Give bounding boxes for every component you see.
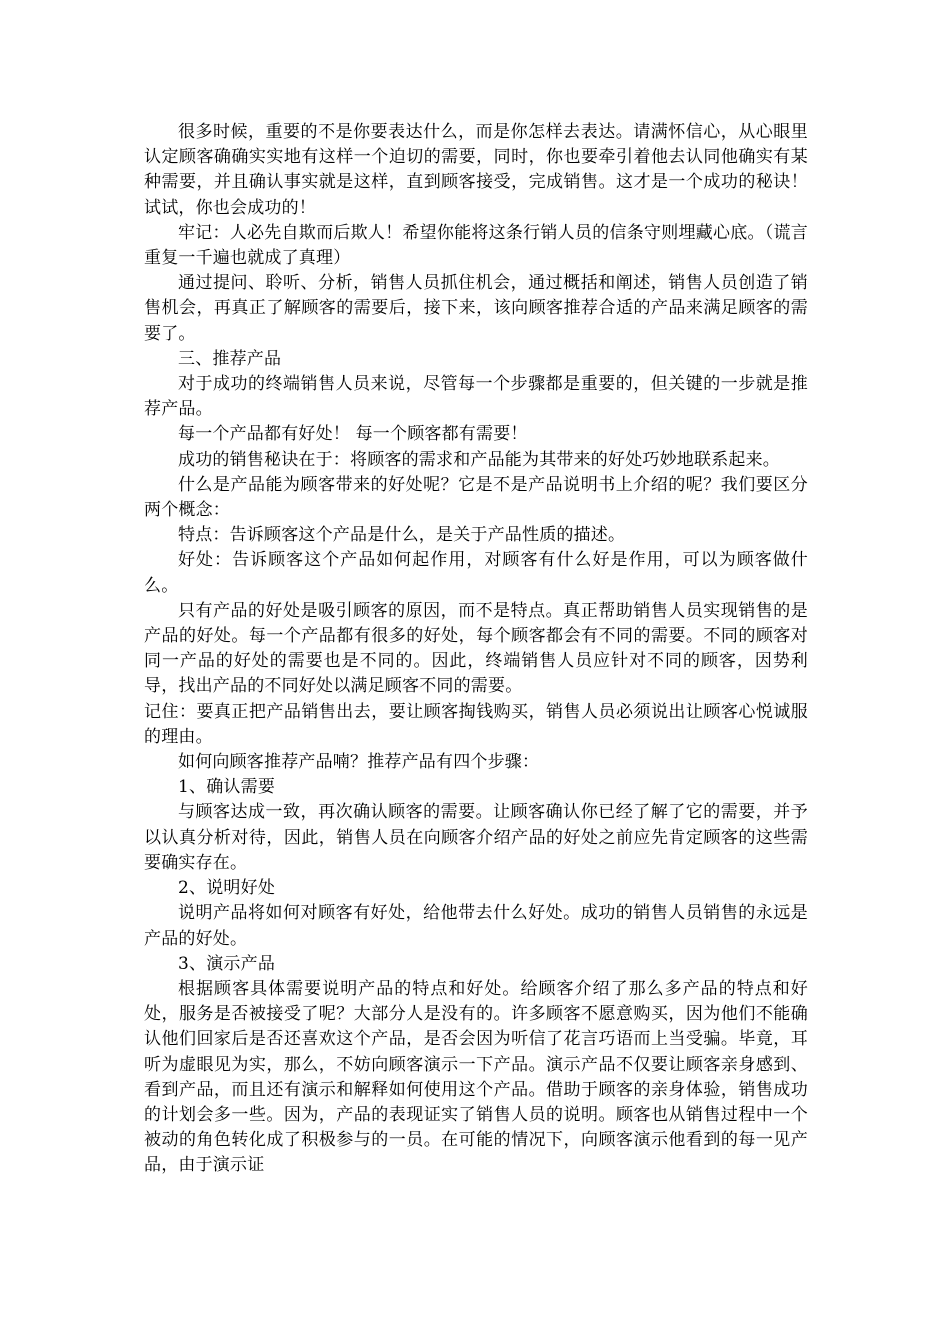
- paragraph: 与顾客达成一致，再次确认顾客的需要。让顾客确认你已经了解了它的需要，并予以认真分析对待，因此，销售人员在向顾客介绍产品的好处之前应先肯定顾客的这些需要确实存在。: [144, 802, 808, 873]
- paragraph: 记住：要真正把产品销售出去，要让顾客掏钱购买，销售人员必须说出让顾客心悦诚服的理由。: [144, 701, 808, 747]
- step-heading: 3、演示产品: [178, 953, 276, 974]
- paragraph: 每一个产品都有好处！ 每一个顾客都有需要！: [178, 424, 528, 445]
- document-body: [144, 120, 808, 1179]
- paragraph: 好处：告诉顾客这个产品如何起作用，对顾客有什么好是作用，可以为顾客做什么。: [144, 550, 808, 596]
- paragraph: 根据顾客具体需要说明产品的特点和好处。给顾客介绍了那么多产品的特点和好处，服务是否被接受了呢？大部分人是没有的。许多顾客不愿意购买，因为他们不能确认他们回家后是否还喜欢这个产品，是否会因为听信了花言巧语而上当受骗。毕竟，耳听为虚眼见为实，那么，不妨向顾客演示一下产品。演示产品不仅要让顾客亲身感到、看到产品，而且还有演示和解释如何使用这个产品。借助于顾客的亲身体验，销售成功的计划会多一些。因为，产品的表现证实了销售人员的说明。顾客也从销售过程中一个被动的角色转化成了积极参与的一员。在可能的情况下，向顾客演示他看到的每一见产品，由于演示证: [144, 978, 808, 1176]
- paragraph: 说明产品将如何对顾客有好处，给他带去什么好处。成功的销售人员销售的永远是产品的好处。: [144, 903, 808, 949]
- paragraph: 牢记：人必先自欺而后欺人！希望你能将这条行销人员的信条守则埋藏心底。（谎言重复一千遍也就成了真理）: [144, 222, 808, 269]
- paragraph: 很多时候，重要的不是你要表达什么，而是你怎样去表达。请满怀信心，从心眼里认定顾客确确实实地有这样一个迫切的需要，同时，你也要牵引着他去认同他确实有某种需要，并且确认事实就是这样，直到顾客接受，完成销售。这才是一个成功的秘诀！试试，你也会成功的！: [144, 122, 808, 218]
- paragraph: 通过提问、聆听、分析，销售人员抓住机会，通过概括和阐述，销售人员创造了销售机会，再真正了解顾客的需要后，接下来，该向顾客推荐合适的产品来满足顾客的需要了。: [144, 273, 808, 344]
- paragraph: 对于成功的终端销售人员来说，尽管每一个步骤都是重要的，但关键的一步就是推荐产品。: [144, 374, 808, 420]
- step-heading: 2、说明好处: [178, 878, 276, 899]
- paragraph: 特点：告诉顾客这个产品是什么，是关于产品性质的描述。: [178, 525, 626, 546]
- paragraph: 如何向顾客推荐产品喃？推荐产品有四个步骤：: [178, 752, 540, 773]
- section-heading: 三、推荐产品: [178, 348, 282, 369]
- paragraph: 只有产品的好处是吸引顾客的原因，而不是特点。真正帮助销售人员实现销售的是产品的好处。每一个产品都有很多的好处，每个顾客都会有不同的需要。不同的顾客对同一产品的好处的需要也是不同的。因此，终端销售人员应针对不同的顾客，因势利导，找出产品的不同好处以满足顾客不同的需要。: [144, 600, 808, 697]
- paragraph: 什么是产品能为顾客带来的好处呢？它是不是产品说明书上介绍的呢？我们要区分两个概念：: [144, 474, 808, 521]
- step-heading: 1、确认需要: [178, 777, 276, 798]
- paragraph: 成功的销售秘诀在于：将顾客的需求和产品能为其带来的好处巧妙地联系起来。: [178, 449, 780, 470]
